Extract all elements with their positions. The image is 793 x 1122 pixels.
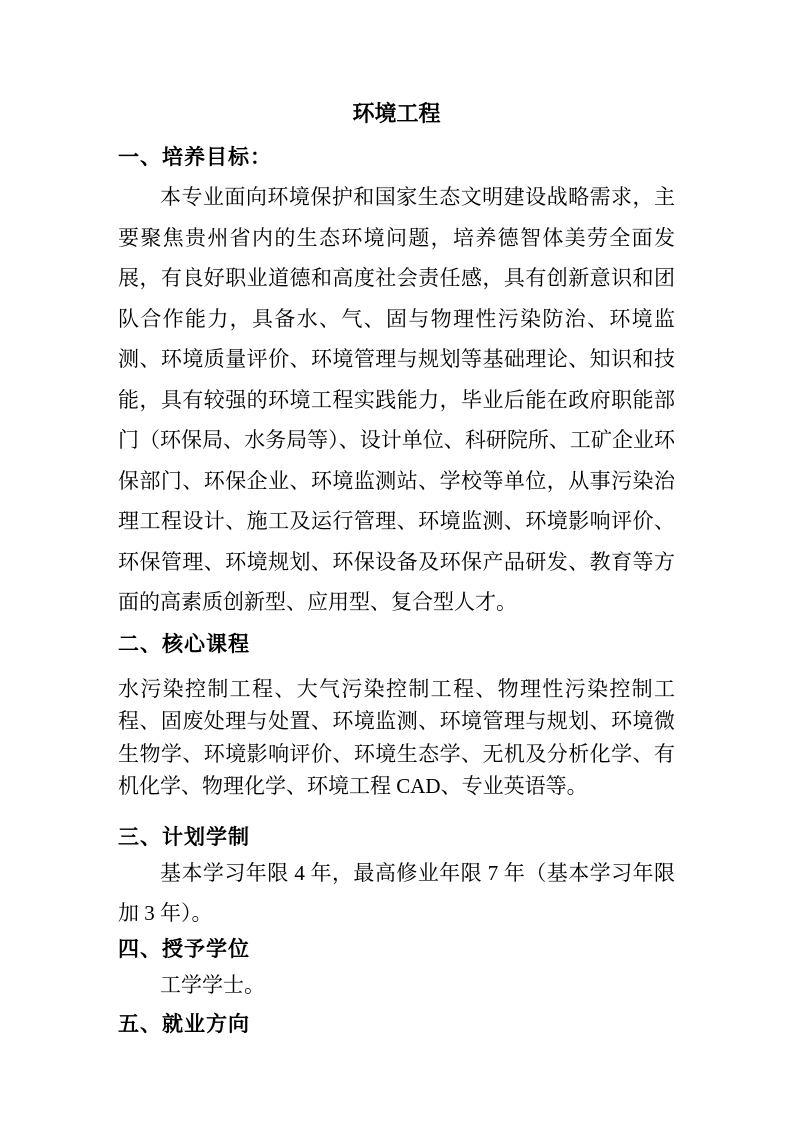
section-heading-study-duration: 三、计划学制 [118,825,250,849]
section-heading-core-courses: 二、核心课程 [118,632,250,656]
paragraph-study-duration: 基本学习年限 4 年，最高修业年限 7 年（基本学习年限加 3 年）。 [118,860,675,925]
section-heading-employment-direction: 五、就业方向 [118,1013,250,1036]
section-heading-training-objectives: 一、培养目标： [118,146,272,169]
section-heading-degree-awarded: 四、授予学位 [118,937,250,961]
paragraph-training-objectives: 本专业面向环境保护和国家生态文明建设战略需求，主要聚焦贵州省内的生态环境问题，培养德智体美劳全面发展，有良好职业道德和高度社会责任感，具有创新意识和团队合作能力，具备水、气、固与物理性污染防治、环境监测、环境质量评价、环境管理与规划等基础理论、知识和技能，具有较强的环境工程实践能力，毕业后能在政府职能部门（环保局、水务局等）、设计单位、科研院所、工矿企业环保部门、环保企业、环境监测站、学校等单位，从事污染治理工程设计、施工及运行管理、环境监测、环境影响评价、环保管理、环境规划、环保设备及环保产品研发、教育等方面的高素质创新型、应用型、复合型人才。 [118,185,675,614]
paragraph-core-courses: 水污染控制工程、大气污染控制工程、物理性污染控制工程、固废处理与处置、环境监测、环境管理与规划、环境微生物学、环境影响评价、环境生态学、无机及分析化学、有机化学、物理化学、环境工程 CAD、专业英语等。 [118,676,675,798]
paragraph-degree-awarded: 工学学士。 [160,972,265,997]
document-content [118,96,675,1040]
document-title: 环境工程 [352,101,441,126]
